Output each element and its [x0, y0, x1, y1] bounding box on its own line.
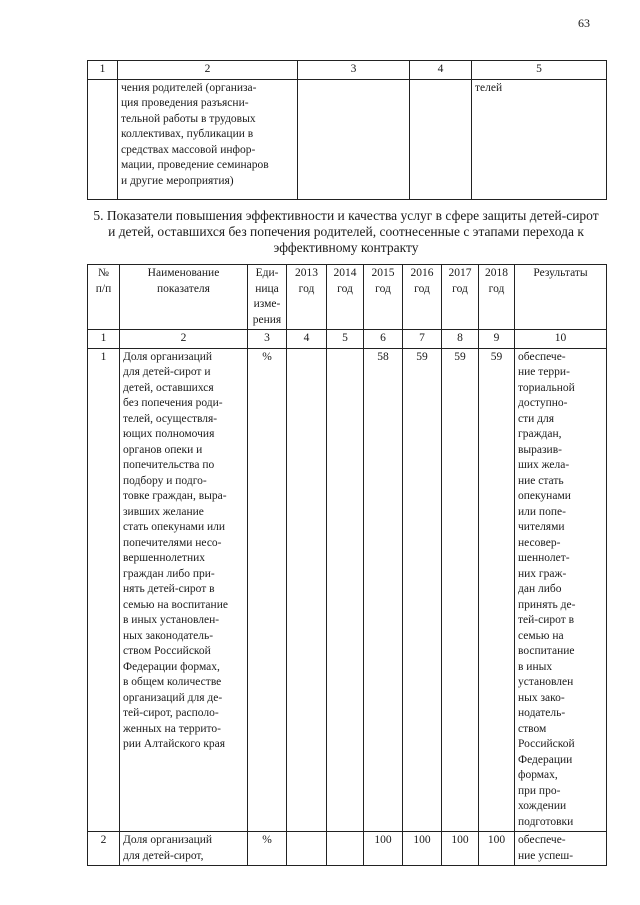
- value-2015: 58: [364, 348, 403, 832]
- column-number: 10: [515, 330, 607, 349]
- table-cell: [410, 79, 472, 199]
- value-2013: [287, 348, 327, 832]
- section-title: 5. Показатели повышения эффективности и качества услуг в сфере защиты детей-сирот и детей, оставшихся без попечения родителей, соотнесенные с этапами перехода к эффективному контракту: [93, 208, 599, 255]
- column-number: 2: [118, 61, 298, 80]
- header-num: № п/п: [88, 265, 120, 330]
- column-number: 1: [88, 330, 120, 349]
- row-number: 2: [88, 832, 120, 866]
- continuation-table: [87, 60, 607, 200]
- column-number: 3: [298, 61, 410, 80]
- table-row: [88, 832, 607, 866]
- value-2013: [287, 832, 327, 866]
- column-number: 4: [410, 61, 472, 80]
- header-results: Результаты: [515, 265, 607, 330]
- result-cell: обеспече- ние успеш-: [515, 832, 607, 866]
- header-2013: 2013 год: [287, 265, 327, 330]
- header-2015: 2015 год: [364, 265, 403, 330]
- unit-cell: %: [248, 832, 287, 866]
- table-cell: телей: [472, 79, 607, 199]
- value-2017: 59: [442, 348, 479, 832]
- table-cell: [298, 79, 410, 199]
- column-number: 6: [364, 330, 403, 349]
- page-number: 63: [578, 16, 590, 30]
- value-2014: [327, 348, 364, 832]
- column-number: 8: [442, 330, 479, 349]
- header-name: Наименование показателя: [120, 265, 248, 330]
- indicators-table: [87, 264, 607, 866]
- result-cell: обеспече- ние терри- ториальной доступно- сти для граждан, выразив- ших жела- ние стать опекунами или попе- чителями несовер- шеннолет- них граж- дан либо принять де- тей-сирот в семью на воспитание в иных установлен ных зако- нодатель- ством Российской Федерации формах, при про- хождении подготовки: [515, 348, 607, 832]
- column-number: 7: [403, 330, 442, 349]
- table-header-row: [88, 265, 607, 330]
- value-2016: 100: [403, 832, 442, 866]
- header-2017: 2017 год: [442, 265, 479, 330]
- value-2018: 100: [479, 832, 515, 866]
- column-number: 3: [248, 330, 287, 349]
- indicator-name: Доля организаций для детей-сирот и детей, оставшихся без попечения роди- телей, осуществля- ющих полномочия органов опеки и попечительства по подбору и подго- товке граждан, выра- зивших желание стать опекунами или попечителями несо- вершеннолетних граждан либо при- нять детей-сирот в семью на воспитание в иных установлен- ных законодатель- ством Российской Федерации формах, в общем количестве организаций для де- тей-сирот, располо- женных на террито- рии Алтайского края: [120, 348, 248, 832]
- value-2014: [327, 832, 364, 866]
- column-number: 5: [327, 330, 364, 349]
- row-number: 1: [88, 348, 120, 832]
- indicator-name: Доля организаций для детей-сирот,: [120, 832, 248, 866]
- column-number: 9: [479, 330, 515, 349]
- table-cell: [88, 79, 118, 199]
- value-2018: 59: [479, 348, 515, 832]
- value-2016: 59: [403, 348, 442, 832]
- value-2015: 100: [364, 832, 403, 866]
- header-2014: 2014 год: [327, 265, 364, 330]
- column-number: 4: [287, 330, 327, 349]
- column-number: 5: [472, 61, 607, 80]
- header-2016: 2016 год: [403, 265, 442, 330]
- column-numbers-row: [88, 330, 607, 349]
- table-cell: чения родителей (организа- ция проведения разъясни- тельной работы в трудовых коллективах, публикации в средствах массовой инфор- мации, проведение семинаров и другие мероприятия): [118, 79, 298, 199]
- value-2017: 100: [442, 832, 479, 866]
- table-row: [88, 348, 607, 832]
- table-header-row: [88, 61, 607, 80]
- table-row: [88, 79, 607, 199]
- header-unit: Еди- ница изме- рения: [248, 265, 287, 330]
- unit-cell: %: [248, 348, 287, 832]
- column-number: 2: [120, 330, 248, 349]
- header-2018: 2018 год: [479, 265, 515, 330]
- column-number: 1: [88, 61, 118, 80]
